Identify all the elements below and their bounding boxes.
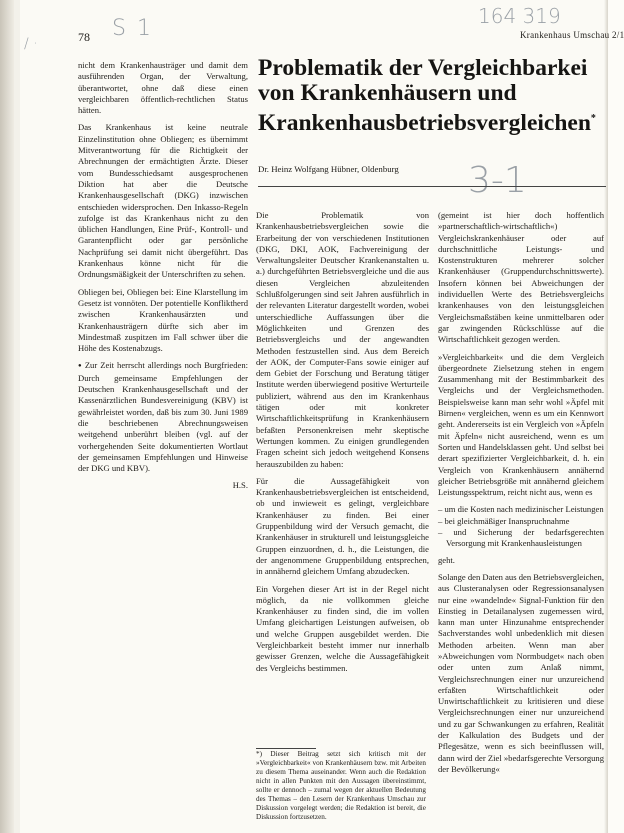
handwritten-note-corner: 164 319 <box>478 4 561 28</box>
paragraph: Ein Vorgehen dieser Art ist in der Regel nicht möglich, da nie vollkommen gleiche Krankenhäuser zu finden sind, die im vollen Umfang gleichartigen Leistungen aufweisen, ob und welche Gruppen ausgebildet werden. Die Vergleichbarkeit besteht immer nur innerhalb gewisser Grenzen, welche die Aussagefähigkeit des Vergleichs bestimmen. <box>256 583 429 673</box>
paragraph: Das Krankenhaus ist keine neutrale Einzelinstitution ohne Obliegen; es übernimmt Mitverantwortung für die Richtigkeit der Abrechnungen der ermächtigten Ärzte. Dieser vom Bundesschiedsamt ausgesprochenen Diktion hat aber die Deutsche Krankenhausgesellschaft (DKG) inzwischen entschieden widersprochen. Den Inkasso-Regeln zufolge ist das Krankenhaus nicht zu den üblichen Handlungen, Eine Prüf-, Kontroll- und Garantenpflicht oder gar persönliche Nachprüfung sei damit nicht übergeführt. Das Krankenhaus könne nicht für die Ordnungsmäßigkeit der Unterschriften zu sehen. <box>78 122 248 280</box>
right-column <box>438 210 604 810</box>
paragraph: geht. <box>438 554 455 565</box>
paragraph: Für die Aussagefähigkeit von Krankenhausbetriebsvergleichen ist entscheidend, ob und inwieweit es gelingt, vergleichbare Krankenhäuser zu finden. Bei einer Gruppenbildung wird der Versuch gemacht, die Krankenhäuser in strukturell und leistungsgleiche Gruppen einzuordnen, d. h., die Leistungen, die der angenommene Gruppenbildung entsprechen, in annähernd gleichem Umfang abzudecken. <box>256 475 429 577</box>
left-column <box>78 60 248 600</box>
list-item: – und Sicherung der bedarfsgerechten Versorgung mit Krankenhausleistungen <box>438 527 604 549</box>
paragraph: Solange den Daten aus den Betriebsvergleichen, aus Clusteranalysen oder Regressionsanalysen nur eine »wandelnde« Signal-Funktion für den Einstieg in Detailanalysen zugemessen wird, kann man unter Hinzunahme entsprechender Sachverstandes wohl unbedenklich mit diesen Methoden arbeiten. Wenn man aber »Abweichungen vom Normbudget« nach oben oder unten zum Anlaß nimmt, Vergleichsrechnungen einer nur unzureichend erfaßten Wirtschaftlichkeit oder Unwirtschaftlichkeit zu kritisieren und diese Vergleichsrechnungen einer nur unzureichend und zu gar Schwankungen zu erfahren, Realität der Kalkulation des Budgets und der Pflegesätze, wenn es sich beeinflussen will, dann wird der Ziel »bedarfsgerechte Versorgung der Bevölkerung« <box>438 571 605 774</box>
paragraph: nicht dem Krankenhausträger und damit dem ausführenden Organ, der Verwaltung, überantwortet, ohne daß diese einen vergleichbaren öffentlich-rechtlichen Status hätten. <box>78 60 248 116</box>
title-line: Krankenhausbetriebsvergleichen <box>258 109 591 136</box>
paragraph: (gemeint ist hier doch hoffentlich »partnerschaftlich-wirtschaftlich«) Vergleichskrankenhäuser oder auf durchschnittliche Leistungs- und Kostenstrukturen mehrerer solcher Krankenhäuser (Gruppendurchschnittswerte). Insofern können bei Abweichungen der individuellen Werte des Betriebsvergleichs krankenhauses von den leistungsgleichen Vergleichsmaßstäben keine unmittelbaren oder gar zwingenden Rückschlüsse auf die Wirtschaftlichkeit gezogen werden. <box>438 210 604 345</box>
title-line: Problematik der Vergleichbarkei <box>258 55 588 81</box>
bullet-paragraph: ● Zur Zeit herrscht allerdings noch Burgfrieden: Durch gemeinsame Empfehlungen der Deutschen Krankenhausgesellschaft und der Kassenärztlichen Bundesvereinigung (KBV) ist gewährleistet worden, daß bis zum 30. Juni 1989 die beschriebenen Abrechnungsweisen weitgehend unberührt bleiben (vgl. auf der vorhergehenden Seite dokumentierten Wortlaut der gemeinsamen Empfehlungen und Hinweise der DKG und KBV). <box>78 360 248 474</box>
binding-gutter <box>0 0 14 833</box>
dash-list <box>438 504 604 549</box>
list-item: – um die Kosten nach medizinischer Leistungen <box>438 504 604 515</box>
page-number: 78 <box>78 30 90 44</box>
paragraph: Die Problematik von Krankenhausbetriebsvergleichen sowie die Erarbeitung der von verschiedenen Institutionen (DKG, DKI, AOK, Fachvereinigung der Verwaltungsleiter Deutscher Krankenanstalten u. a.) durchgeführten Betriebsvergleiche und die aus diesen Vergleichen abzuleitenden Schlußfolgerungen sind seit Jahren ausführlich in der relevanten Literatur dargestellt worden, wobei unterschiedliche Auffassungen über die Möglichkeiten und Grenzen des Betriebsvergleichs und der angewandten Methoden festzustellen sind. Aus dem Bereich der AOK, der Computer-Fans sowie einiger auf dem Gebiet der Forschung und Beratung tätiger Institute werden überwiegend positive Werturteile publiziert, während aus den im Krankenhaus tätigen oder mit konkreter Wirtschaftlichkeitsprüfung in Krankenhäusern befaßten Personenkreisen mehr skeptische Wertungen kommen. Zu einigen grundlegenden Fragen scheint sich jedoch weitgehend Konsens herauszubilden zu haben: <box>256 210 429 469</box>
list-item: – bei gleichmäßiger Inanspruchnahme <box>438 515 570 526</box>
article-title <box>258 56 608 136</box>
title-line: von Krankenhäusern und <box>258 80 517 106</box>
paragraph: Obliegen bei, Obliegen bei: Eine Klarstellung im Gesetz ist vonnöten. Der potentielle Konfliktherd zwischen Krankenhausärzten und Krankenhausträgern dürfte sich aber im Mindestmaß zuspitzen im Fall schwer über die Höhe des Kostenabzugs. <box>78 286 248 354</box>
author-byline: Dr. Heinz Wolfgang Hübner, Oldenburg <box>258 164 399 174</box>
footnote: *) Dieser Beitrag setzt sich kritisch mit der »Vergleichbarkeit« von Krankenhäusern bzw. mit Arbeiten zu diesem Thema auseinander. Wenn auch die Redaktion nicht in allen Punkten mit den Aussagen übereinstimmt, sollte er dennoch – zumal wegen der aktuellen Bedeutung des Themas – den Lesern der Krankenhaus Umschau zur Diskussion vorgelegt werden; die Redaktion ist bereit, die Diskussion fortzusetzen. <box>256 750 426 821</box>
paragraph: »Vergleichbarkeit« und die dem Vergleich übergeordnete Zielsetzung stehen in engem Zusammenhang mit der Bestimmbarkeit des Vergleichs und der Vergleichsmethoden. Beispielsweise kann man sehr wohl »Äpfel mit Birnen« vergleichen, wenn es um ein Kennwort geht. Andererseits ist ein Vergleich von »Äpfeln mit Äpfeln« nicht ausreichend, wenn es um Sorten und Handelsklassen geht. Und selbst bei derart spezifizierter Vergleichbarkeit, d. h. ein Vergleich von Krankenhäusern annähernd gleicher Betriebsgröße mit annähernd gleichem Leistungsspektrum, reicht nicht aus, wenn es <box>438 351 604 498</box>
footnote-mark: * <box>590 113 596 124</box>
divider <box>258 186 606 187</box>
handwritten-note-middle: 3-1 <box>468 160 527 201</box>
signature: H.S. <box>232 480 248 491</box>
handwritten-note-top: S 1 <box>112 16 153 41</box>
middle-column <box>256 210 429 740</box>
running-head: Krankenhaus Umschau 2/1 <box>520 30 624 40</box>
handwritten-mark-margin: / · <box>24 36 38 52</box>
footnote-separator <box>256 748 316 749</box>
